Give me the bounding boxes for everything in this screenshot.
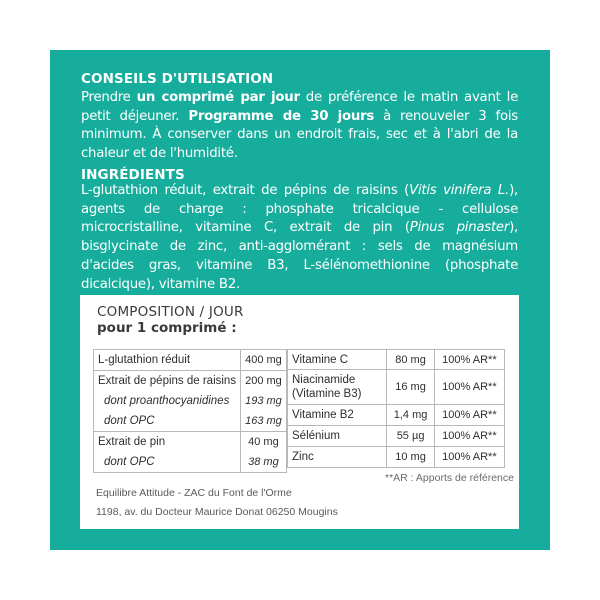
nutrient-name: Zinc — [288, 447, 387, 468]
usage-title: CONSEILS D'UTILISATION — [81, 71, 274, 87]
ingredient-amount: 200 mg — [245, 375, 282, 387]
text-run: de préférence le matin avant le petit déjeuner. — [81, 90, 519, 124]
sub-ingredient-name: dont proanthocyanidines — [104, 395, 230, 407]
nutrient-amount: 10 mg — [387, 447, 434, 468]
ingredients-title: INGRÉDIENTS — [81, 167, 185, 183]
ingredients-text — [81, 182, 518, 294]
composition-title: COMPOSITION / JOUR — [97, 304, 244, 320]
reference-intake: 100% AR** — [434, 350, 504, 370]
ingredient-amount: 163 mg — [245, 415, 282, 427]
text-run: à renouveler 3 fois minimum. À conserver dans un endroit frais, sec et à l'abri de la chaleur et de l'humidité. — [81, 108, 518, 162]
ingredient-amount: 193 mg — [245, 395, 282, 407]
ingredient-name-cell — [94, 371, 241, 432]
nutrient-name: Vitamine C — [288, 350, 387, 370]
address-line-1: Equilibre Attitude - ZAC du Font de l'Orme — [96, 487, 292, 499]
nutrient-name: Niacinamide (Vitamine B3) — [288, 370, 387, 405]
ingredient-amount: 38 mg — [248, 456, 279, 468]
reference-intake: 100% AR** — [434, 447, 504, 468]
table-row — [288, 447, 505, 468]
sub-ingredient-name: dont OPC — [104, 456, 155, 468]
address-line-2: 1198, av. du Docteur Maurice Donat 06250 Mougins — [96, 506, 338, 518]
table-row — [288, 350, 505, 370]
ingredient-name-cell — [94, 350, 241, 371]
ingredient-value-cell — [241, 350, 287, 371]
table-row — [94, 371, 287, 432]
ingredient-name-cell — [94, 432, 241, 473]
sub-ingredient-name: dont OPC — [104, 415, 155, 427]
ingredient-name: Extrait de pin — [98, 436, 166, 448]
ingredient-value-cell — [241, 371, 287, 432]
nutrient-amount: 16 mg — [387, 370, 434, 405]
ingredient-name: L-glutathion réduit — [98, 354, 191, 366]
text-run: ), bisglycinate de zinc, anti-agglomérant : sels de magnésium d'acides gras, vitamine B3, L-sélénomethionine (phosphate dicalcique), vitamine B2. — [81, 220, 518, 292]
composition-subtitle: pour 1 comprimé : — [97, 320, 237, 336]
text-run: Vitis vinifera L. — [409, 183, 510, 198]
ingredient-amount: 400 mg — [245, 354, 282, 366]
nutrient-amount: 1,4 mg — [387, 405, 434, 426]
text-run: L-glutathion réduit, extrait de pépins de raisins ( — [81, 183, 410, 198]
reference-intake: 100% AR** — [434, 405, 504, 426]
reference-intake: 100% AR** — [434, 426, 504, 447]
nutrient-name: Sélénium — [288, 426, 387, 447]
text-run: un comprimé par jour — [136, 90, 300, 105]
table-row — [288, 405, 505, 426]
table-row — [288, 426, 505, 447]
composition-left-table — [93, 349, 287, 473]
ar-footnote: **AR : Apports de référence — [385, 472, 514, 484]
nutrient-amount: 55 µg — [387, 426, 434, 447]
text-run: Prendre — [81, 90, 137, 105]
ingredient-value-cell — [241, 432, 287, 473]
text-run: Programme de 30 jours — [188, 108, 375, 124]
table-row — [288, 370, 505, 405]
ingredient-amount: 40 mg — [248, 436, 279, 448]
nutrient-amount: 80 mg — [387, 350, 434, 370]
usage-text — [81, 89, 518, 164]
composition-right-table — [287, 349, 505, 468]
text-run: Pinus pinaster — [409, 220, 510, 236]
table-row — [94, 432, 287, 473]
text-run: ), agents de charge : phosphate tricalcique - cellulose microcristalline, vitamine C, extrait de pin ( — [81, 183, 518, 236]
reference-intake: 100% AR** — [434, 370, 504, 405]
ingredient-name: Extrait de pépins de raisins — [98, 375, 237, 387]
table-row — [94, 350, 287, 371]
nutrient-name: Vitamine B2 — [288, 405, 387, 426]
